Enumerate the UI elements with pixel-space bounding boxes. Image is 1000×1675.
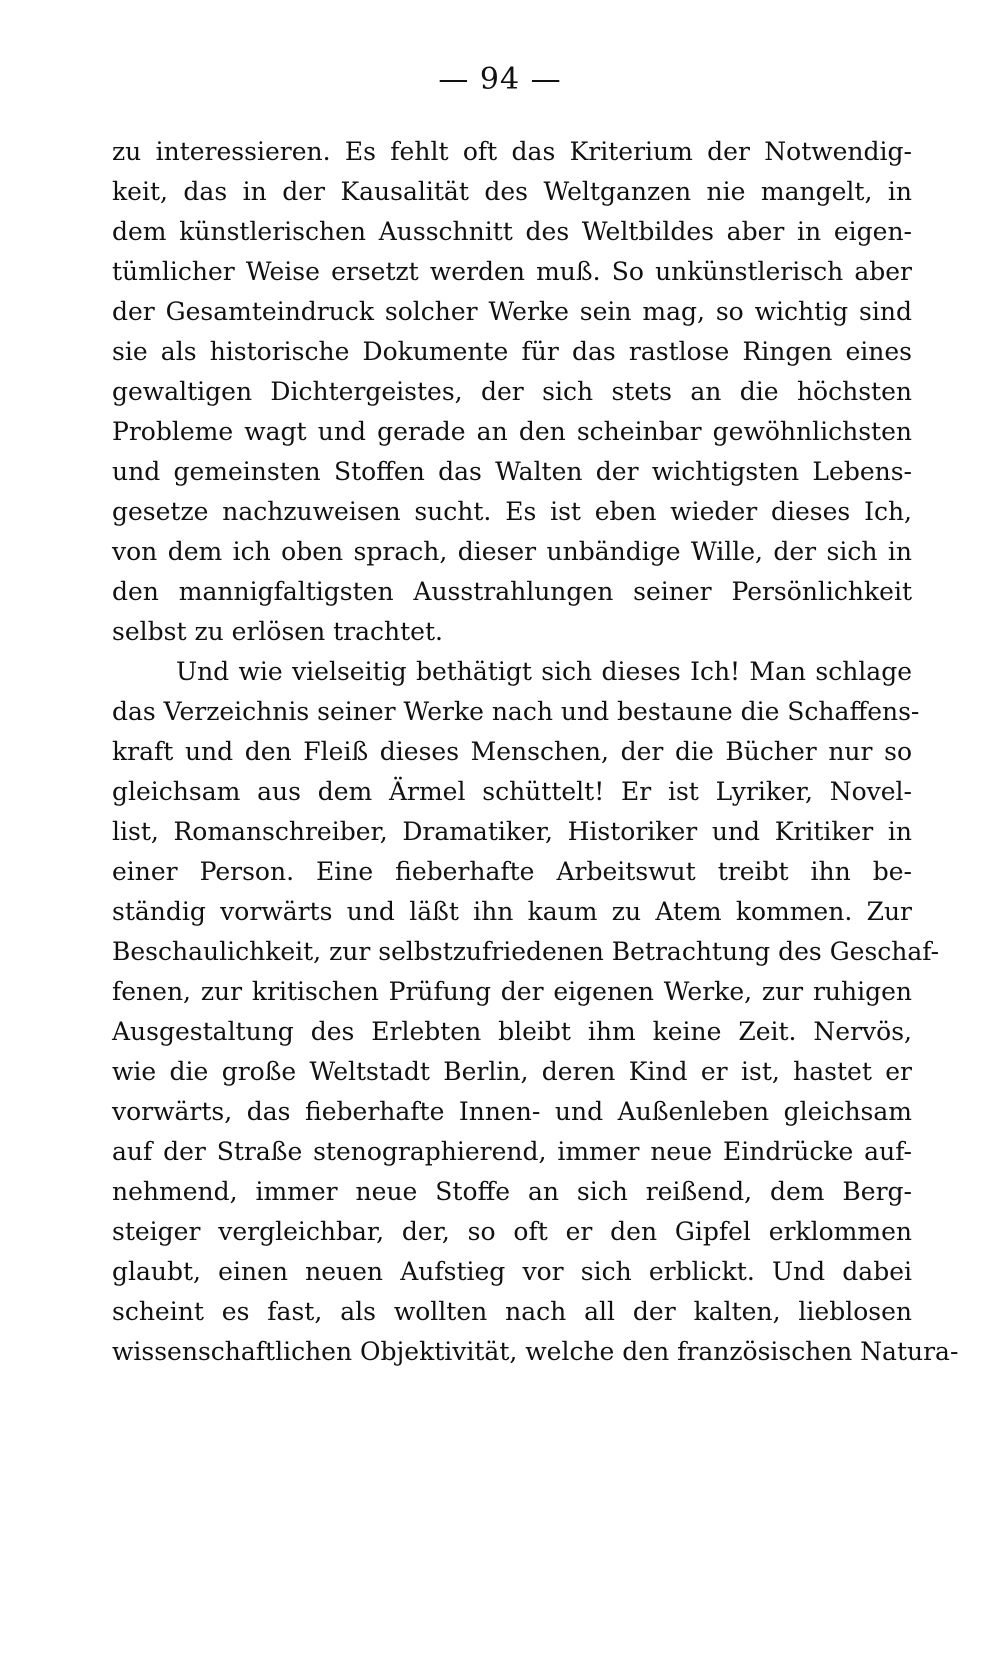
text-line: tümlicher Weise ersetzt werden muß. So unkünstlerisch aber [112,257,912,286]
text-line: gesetze nachzuweisen sucht. Es ist eben wieder dieses Ich, [112,497,912,526]
page-number: — 94 — [438,62,562,97]
text-line: den mannigfaltigsten Ausstrahlungen seiner Persönlichkeit [112,577,912,606]
text-line: zu interessieren. Es fehlt oft das Kriterium der Notwendig- [112,137,912,166]
text-line: das Verzeichnis seiner Werke nach und bestaune die Schaffens- [112,697,920,726]
text-line: vorwärts, das fieberhafte Innen- und Außenleben gleichsam [112,1097,912,1126]
text-line: fenen, zur kritischen Prüfung der eigenen Werke, zur ruhigen [112,977,912,1006]
text-line: ständig vorwärts und läßt ihn kaum zu Atem kommen. Zur [112,897,912,926]
text-line: auf der Straße stenographierend, immer neue Eindrücke auf- [112,1137,912,1166]
text-line: sie als historische Dokumente für das rastlose Ringen eines [112,337,912,366]
text-line: nehmend, immer neue Stoffe an sich reißend, dem Berg- [112,1177,912,1206]
paragraph-first-line: Und wie vielseitig bethätigt sich dieses Ich! Man schlage [176,657,912,686]
text-line: gewaltigen Dichtergeistes, der sich stets an die höchsten [112,377,912,406]
text-line: von dem ich oben sprach, dieser unbändige Wille, der sich in [112,537,912,566]
text-line: dem künstlerischen Ausschnitt des Weltbildes aber in eigen- [112,217,912,246]
text-line: wissenschaftlichen Objektivität, welche den französischen Natura- [112,1337,959,1366]
paragraph-last-line: selbst zu erlösen trachtet. [112,617,443,646]
text-line: einer Person. Eine fieberhafte Arbeitswut treibt ihn be- [112,857,912,886]
text-line: und gemeinsten Stoffen das Walten der wichtigsten Lebens- [112,457,912,486]
body-text [112,132,959,1372]
text-line: list, Romanschreiber, Dramatiker, Historiker und Kritiker in [112,817,912,846]
text-line: steiger vergleichbar, der, so oft er den Gipfel erklommen [112,1217,912,1246]
text-line: gleichsam aus dem Ärmel schüttelt! Er ist Lyriker, Novel- [112,777,912,806]
text-line: der Gesamteindruck solcher Werke sein mag, so wichtig sind [112,297,912,326]
text-line: Ausgestaltung des Erlebten bleibt ihm keine Zeit. Nervös, [112,1017,912,1046]
text-line: Probleme wagt und gerade an den scheinbar gewöhnlichsten [112,417,912,446]
text-line: glaubt, einen neuen Aufstieg vor sich erblickt. Und dabei [112,1257,912,1286]
text-line: keit, das in der Kausalität des Weltganzen nie mangelt, in [112,177,912,206]
text-line: wie die große Weltstadt Berlin, deren Kind er ist, hastet er [112,1057,912,1086]
text-line: kraft und den Fleiß dieses Menschen, der die Bücher nur so [112,737,912,766]
text-line: Beschaulichkeit, zur selbstzufriedenen Betrachtung des Geschaf- [112,937,940,966]
text-line: scheint es fast, als wollten nach all der kalten, lieblosen [112,1297,912,1326]
